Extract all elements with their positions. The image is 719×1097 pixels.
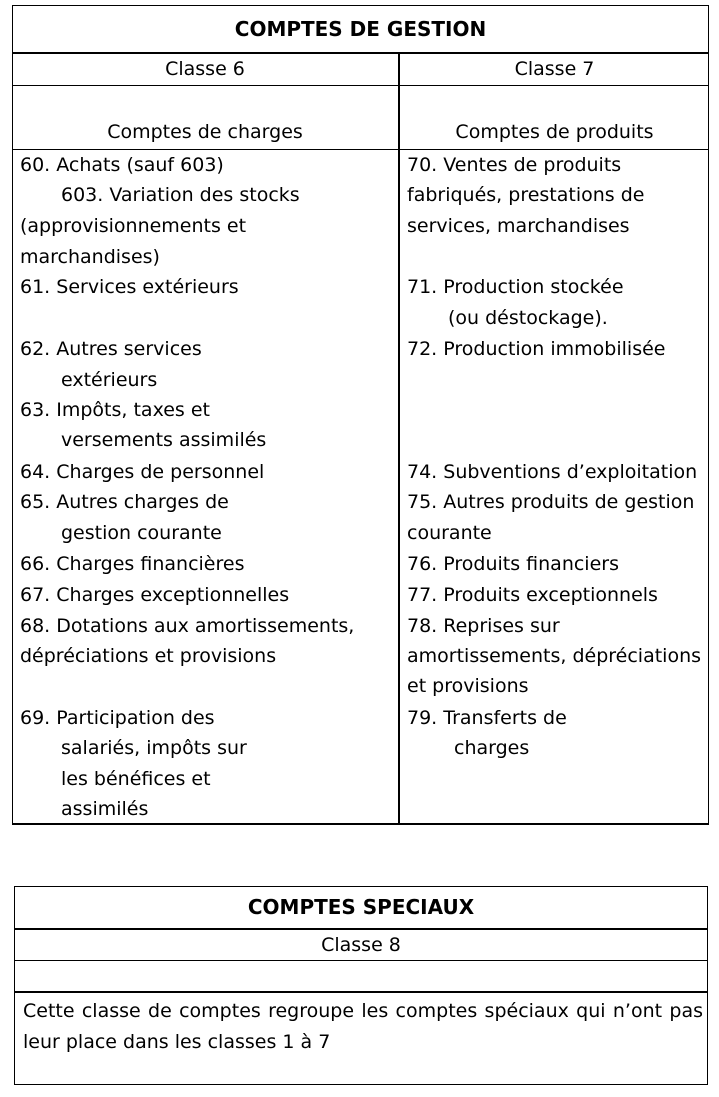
classe-8-description: Cette classe de comptes regroupe les comptes spéciaux qui n’ont pas leur place dans les classes 1 à 7 (23, 1000, 703, 1053)
charge-line: 62. Autres services (20, 338, 202, 360)
produit-line: 79. Transferts de (407, 707, 567, 729)
charge-line: 66. Charges financières (20, 553, 245, 575)
divider (15, 991, 707, 993)
produit-line: 78. Reprises sur (407, 615, 560, 637)
produit-line: 72. Production immobilisée (407, 338, 666, 360)
charge-line: 603. Variation des stocks (61, 184, 300, 206)
charge-line: gestion courante (61, 522, 222, 544)
produit-line: 70. Ventes de produits (407, 154, 622, 176)
divider (12, 52, 13, 825)
divider (398, 52, 400, 825)
divider (12, 85, 709, 86)
produit-line: amortissements, dépréciations (407, 645, 702, 667)
speciaux-title: COMPTES SPECIAUX (247, 895, 475, 919)
charge-line: (approvisionnements et (20, 215, 247, 237)
charge-line: assimilés (61, 798, 149, 820)
classe-7-header: Classe 7 (514, 58, 595, 80)
classe-8-header: Classe 8 (321, 934, 401, 956)
produit-line: et provisions (407, 675, 529, 697)
charges-header: Comptes de charges (107, 121, 303, 143)
divider (708, 52, 709, 825)
produit-line: fabriqués, prestations de (407, 184, 645, 206)
charge-line: 61. Services extérieurs (20, 276, 239, 298)
produit-line: 71. Production stockée (407, 276, 624, 298)
charge-line: 68. Dotations aux amortissements, (20, 615, 355, 637)
produit-line: courante (407, 522, 492, 544)
charge-line: versements assimilés (61, 429, 267, 451)
produit-line: 76. Produits financiers (407, 553, 619, 575)
produit-line: 75. Autres produits de gestion (407, 491, 695, 513)
charge-line: les bénéfices et (61, 768, 211, 790)
charge-line: extérieurs (61, 369, 158, 391)
produit-line: charges (454, 737, 530, 759)
charge-line: 60. Achats (sauf 603) (20, 154, 224, 176)
charge-line: 65. Autres charges de (20, 491, 229, 513)
charge-line: marchandises) (20, 246, 160, 268)
comptes-gestion-table (12, 5, 709, 825)
divider (15, 960, 707, 961)
comptes-speciaux-table (14, 886, 708, 1085)
produit-line: (ou déstockage). (448, 307, 608, 329)
classe-6-header: Classe 6 (165, 58, 245, 80)
charge-line: 69. Participation des (20, 707, 215, 729)
produit-line: 77. Produits exceptionnels (407, 584, 658, 606)
charge-line: 67. Charges exceptionnelles (20, 584, 290, 606)
produits-header: Comptes de produits (455, 121, 654, 143)
produit-line: 74. Subventions d’exploitation (407, 461, 698, 483)
gestion-title: COMPTES DE GESTION (12, 5, 709, 52)
charge-line: 64. Charges de personnel (20, 461, 265, 483)
charge-line: dépréciations et provisions (20, 645, 277, 667)
produit-line: services, marchandises (407, 215, 630, 237)
charge-line: salariés, impôts sur (61, 737, 247, 759)
charge-line: 63. Impôts, taxes et (20, 399, 210, 421)
